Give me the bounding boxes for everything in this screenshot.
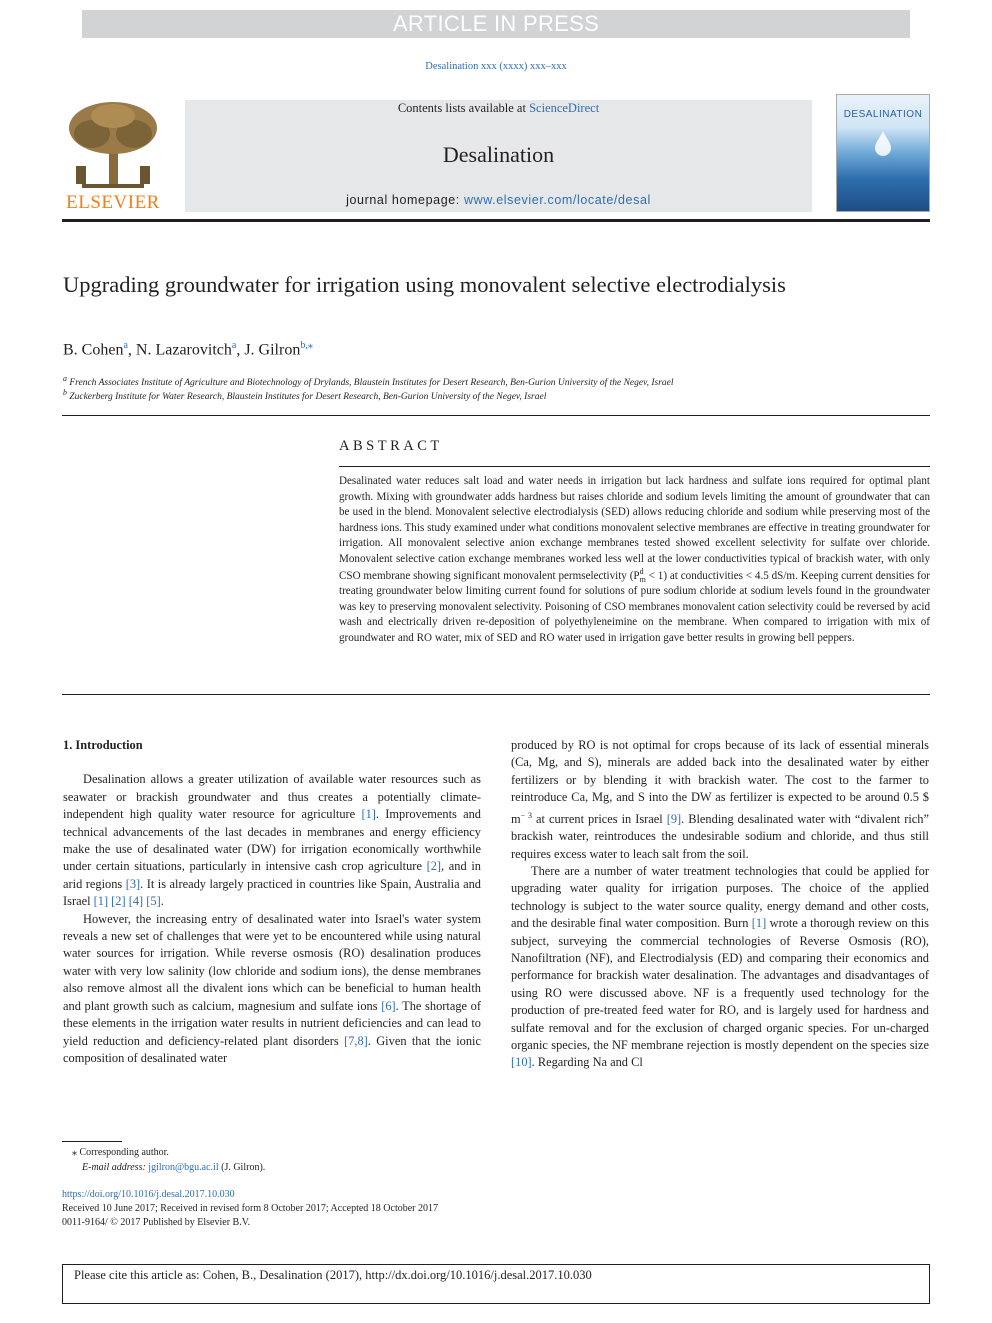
- body-column-left: [63, 737, 481, 1067]
- affiliation-a: [63, 374, 674, 388]
- author-name[interactable]: B. Cohen: [63, 341, 124, 359]
- text: . Given that the ionic composition of desalinated water: [63, 1033, 481, 1065]
- reference-link[interactable]: [3]: [125, 876, 141, 891]
- affiliation-text: French Associates Institute of Agriculture and Biotechnology of Drylands, Blaustein Institutes for Desert Research, Ben-Gurion University of the Negev, Israel: [69, 378, 674, 389]
- affiliation-b: [63, 388, 546, 402]
- text: . Regarding Na and Cl: [531, 1055, 643, 1070]
- cite-this-article-text: Please cite this article as: Cohen, B., Desalination (2017), http://dx.doi.org/10.1016/j.desal.2017.10.030: [74, 1268, 592, 1282]
- email-suffix: (J. Gilron).: [218, 1162, 266, 1173]
- abstract-heading: ABSTRACT: [339, 438, 443, 454]
- paragraph: [63, 911, 481, 1068]
- author-list: B. Cohen$^a$, N. Lazarovitch$^a$, J. Gilron$^{b,⁎}$: [63, 340, 313, 359]
- journal-citation-line[interactable]: Desalination xxx (xxxx) xxx–xxx: [425, 61, 567, 72]
- email-link[interactable]: jgilron@bgu.ac.il: [148, 1162, 219, 1173]
- email-label: E-mail address:: [82, 1162, 149, 1173]
- text: . The shortage of these elements in the irrigation water results in nutrient deficiencies and can lead to yield reduction and deficiency-related plant disorders: [63, 998, 481, 1048]
- author-name[interactable]: J. Gilron: [244, 341, 301, 359]
- contents-prefix: Contents lists available at: [397, 101, 530, 115]
- reference-link[interactable]: [7,8]: [344, 1033, 368, 1048]
- received-dates: Received 10 June 2017; Received in revised form 8 October 2017; Accepted 18 October 2017: [62, 1203, 439, 1214]
- text: .: [160, 894, 164, 909]
- header-divider: [62, 219, 930, 222]
- reference-link[interactable]: [2]: [426, 859, 442, 874]
- doi-text[interactable]: https://doi.org/10.1016/j.desal.2017.10.030: [62, 1189, 235, 1200]
- text: wrote a thorough review on this subject, surveying the commercial technologies of Reverse Osmosis (RO), Nanofiltration (NF), and Electrodialysis (ED) and comparing their economics and performance for brackish water desalination. The advantages and disadvantages of using RO were discussed above. NF is a frequently used technology for the production of pre-treated feed water for RO, and is largely used for hardness and sulfate removal and for the exclusion of charged organic species. For un-charged organic species, the NF membrane rejection is mostly dependent on the species size: [511, 916, 929, 1053]
- sciencedirect-link[interactable]: ScienceDirect: [529, 101, 600, 115]
- reference-link[interactable]: [1]: [361, 807, 376, 822]
- contents-lists-line: [185, 101, 812, 116]
- text: , and in arid regions: [63, 859, 481, 891]
- journal-homepage-line: [185, 193, 812, 207]
- abstract-heading-rule: [339, 466, 930, 467]
- text: at current prices in Israel: [532, 811, 667, 826]
- article-in-press-banner: ARTICLE IN PRESS: [82, 10, 910, 38]
- author-affiliation-mark[interactable]: a: [123, 340, 128, 351]
- text: produced by RO is not optimal for crops because of its lack of essential minerals (Ca, Mg, and S), minerals are added back into the desalinated water by either fertilizers or by blending it with brackish water. The cost to the farmer to reintroduce Ca, Mg, and S into the DW as fertilizer is expected to be around 0.5 $ m: [511, 738, 929, 826]
- text: . Blending desalinated water with “divalent rich” brackish water, reintroduces the undesirable sodium and chloride, and thus still requires excess water to leach salt from the soil.: [511, 811, 929, 861]
- abstract-text: < 1) at conductivities < 4.5 dS/m. Keeping current densities for treating groundwater below limiting current found for solutions of pure sodium chloride at sodium levels found in the groundwater was key to preserving monovalent selectivity. Poisoning of CSO membranes monovalent cation selectivity could be reversed by acid wash and electrically driven re-deposition of polyethyleneimine on the membrane. When compared to irrigation with mix of groundwater and RO water, mix of SED and RO water used in irrigation gave better results in growing bell peppers.: [339, 569, 930, 644]
- author-affiliation-mark[interactable]: b,⁎: [300, 340, 313, 351]
- reference-link[interactable]: [9]: [666, 811, 682, 826]
- text: Desalination allows a greater utilization of available water resources such as seawater or brackish groundwater and thus creates a potentially climate-independent high quality water resource for agriculture: [63, 772, 481, 822]
- abstract-divider: [62, 694, 930, 695]
- doi-link[interactable]: [62, 1188, 235, 1202]
- water-drop-icon: [873, 129, 893, 157]
- affiliations-divider: [62, 415, 930, 416]
- body-column-right: [511, 737, 929, 1072]
- reference-link[interactable]: [6]: [381, 998, 396, 1013]
- reference-link[interactable]: [10]: [511, 1055, 532, 1070]
- reference-link[interactable]: [1]: [751, 916, 767, 931]
- homepage-link[interactable]: www.elsevier.com/locate/desal: [463, 193, 651, 207]
- corresponding-author-note: ⁎ Corresponding author.: [72, 1147, 169, 1158]
- reference-link[interactable]: [1] [2] [4] [5]: [93, 894, 161, 909]
- paragraph: [511, 737, 929, 863]
- cover-title: DESALINATION: [843, 109, 923, 120]
- footnote-divider: [62, 1141, 122, 1142]
- text: . Improvements and technical advancements of the last decades in membranes and energy efficiency make the use of desalinated water (DW) for irrigation economically worthwhile under certain situations, particularly in intensive cash crop agriculture: [63, 807, 481, 874]
- affiliation-mark: a: [63, 374, 67, 383]
- text: However, the increasing entry of desalinated water into Israel's water system reveals a new set of challenges that were yet to be encountered while using natural water sources for irrigation. While reverse osmosis (RO) desalination produces water with very low salinity (low chloride and sodium ions), the dense membranes also remove almost all the divalent ions which can be beneficial to human health and plant growth such as calcium, magnesium and sulfate ions: [63, 911, 481, 1013]
- abstract-text: Desalinated water reduces salt load and water needs in irrigation but lack hardness and sulfate ions required for optimal plant growth. Mixing with groundwater adds hardness but raises chloride and sodium levels limiting the amount of groundwater that can be used in the blend. Monovalent selective electrodialysis (SED) allows reducing chloride and sodium while preserving most of the hardness ions. This study examined under what conditions monovalent selective membranes are effective in treating groundwater for irrigation. All monovalent selective anion exchange membranes tested showed excellent selectivity for sulfate over chloride. Monovalent selective cation exchange membranes worked less well at the lower conductivities typical of brackish water, with only CSO membrane showing significant monovalent permselectivity (P: [339, 475, 930, 582]
- author-name[interactable]: N. Lazarovitch: [135, 341, 232, 359]
- text: There are a number of water treatment technologies that could be applied for upgrading water quality for irrigation purposes. The choice of the applied technology is subject to the water source quality, energy demand and other costs, and the desirable final water composition. Burn: [511, 863, 929, 931]
- elsevier-wordmark: ELSEVIER: [66, 192, 160, 213]
- unit-superscript: − 3: [520, 810, 533, 820]
- homepage-prefix: journal homepage:: [346, 193, 464, 207]
- author-affiliation-mark[interactable]: a: [231, 340, 237, 351]
- abstract-body: [339, 474, 930, 647]
- copyright-line: 0011-9164/ © 2017 Published by Elsevier B.V.: [62, 1217, 251, 1228]
- journal-cover-thumbnail: [836, 94, 930, 212]
- text: . It is already largely practiced in countries like Spain, Australia and Israel: [63, 876, 481, 909]
- paragraph: [511, 863, 929, 1072]
- affiliation-text: Zuckerberg Institute for Water Research, Blaustein Institutes for Desert Research, Ben-Gurion University of the Negev, Israel: [69, 392, 547, 403]
- permselectivity-sub: m: [639, 574, 646, 584]
- journal-name: Desalination: [442, 142, 555, 167]
- affiliation-mark: b: [63, 388, 67, 397]
- section-heading: 1. Introduction: [63, 738, 143, 752]
- email-line: [82, 1161, 265, 1175]
- permselectivity-sup: d: [639, 566, 644, 576]
- paragraph: [63, 771, 481, 910]
- article-title: Upgrading groundwater for irrigation using monovalent selective electrodialysis: [63, 272, 786, 297]
